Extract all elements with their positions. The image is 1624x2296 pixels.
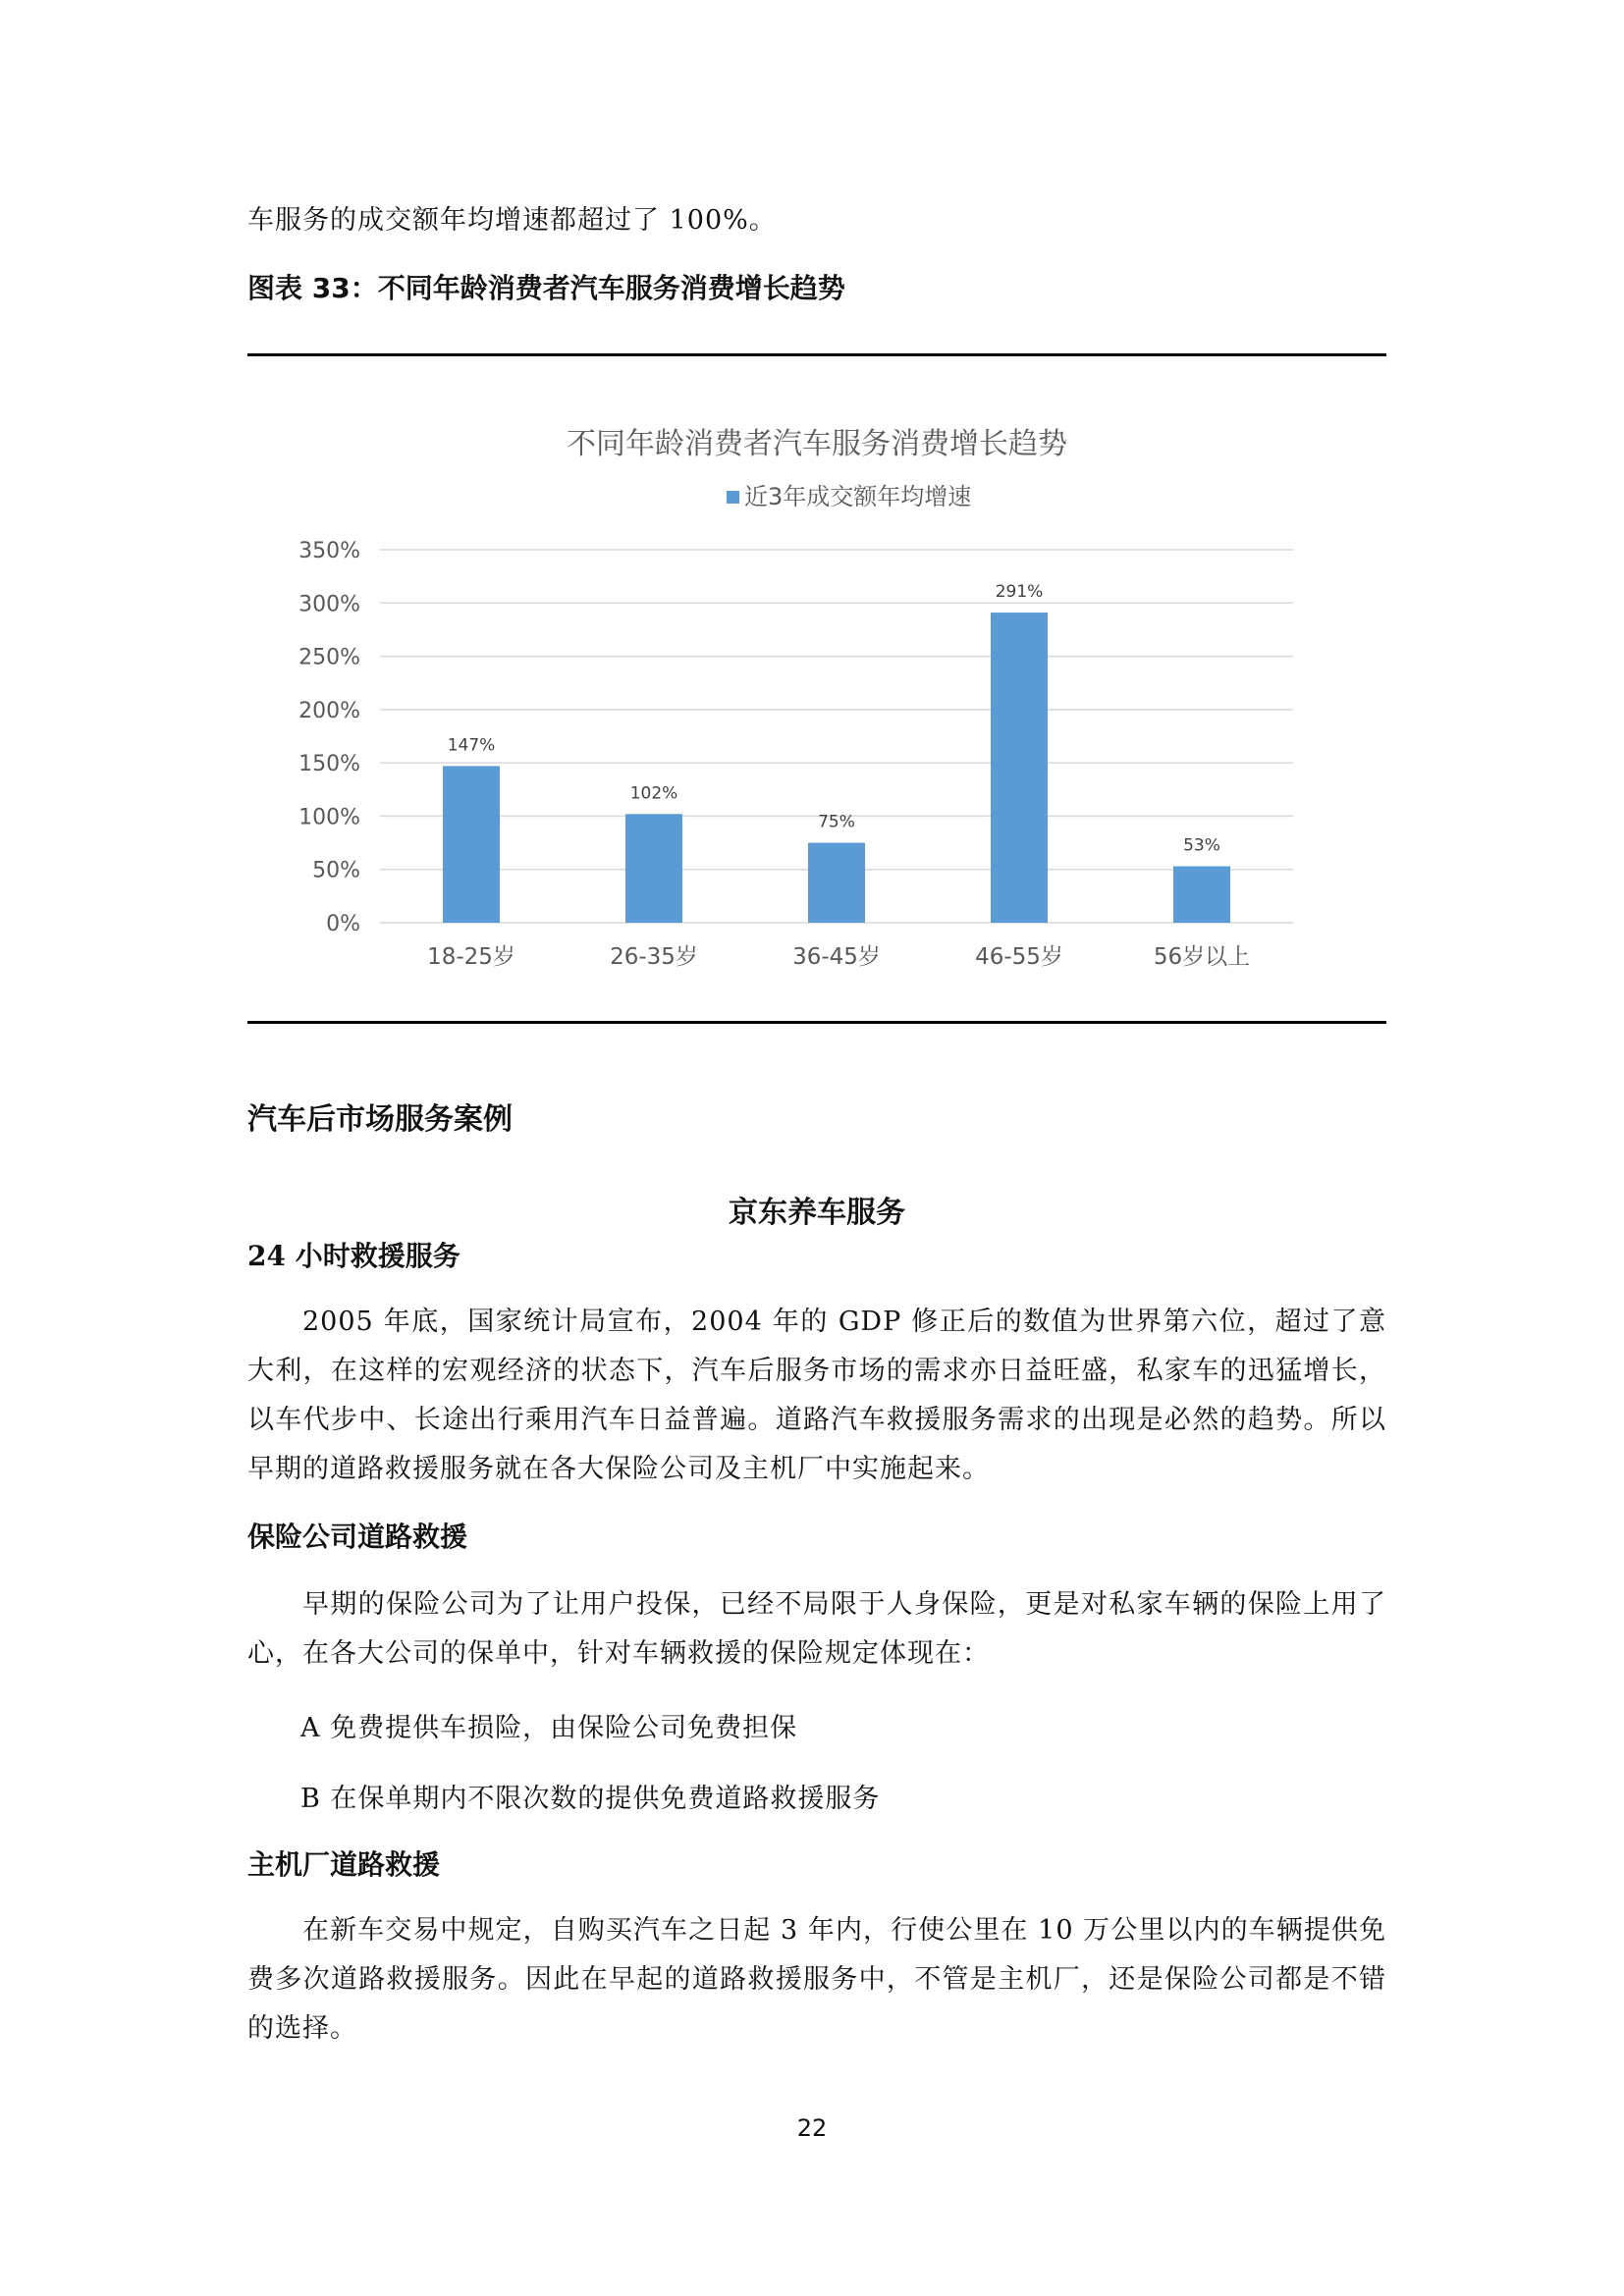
y-tick-label: 250% (298, 645, 360, 670)
bar-3 (991, 613, 1048, 923)
x-tick-label: 56岁以上 (1153, 944, 1251, 970)
chart-title: 不同年龄消费者汽车服务消费增长趋势 (567, 427, 1067, 461)
legend-label: 近3年成交额年均增速 (744, 483, 972, 510)
page-number: 22 (796, 2114, 828, 2142)
bar-2 (808, 843, 865, 923)
data-label: 102% (629, 783, 678, 804)
x-tick-label: 46-55岁 (975, 944, 1063, 970)
data-label: 53% (1183, 835, 1220, 856)
y-tick-label: 0% (326, 912, 360, 936)
x-tick-label: 26-35岁 (610, 944, 698, 970)
x-tick-label: 36-45岁 (792, 944, 881, 970)
figure-caption: 图表 33：不同年龄消费者汽车服务消费增长趋势 (247, 272, 845, 304)
list-item-b: B 在保单期内不限次数的提供免费道路救援服务 (300, 1784, 881, 1814)
data-label: 291% (995, 582, 1044, 603)
subheading-oem-rescue: 主机厂道路救援 (247, 1848, 441, 1881)
bottom-rule (247, 1021, 1386, 1024)
y-tick-label: 300% (298, 592, 360, 617)
bar-1 (625, 814, 682, 923)
case-title: 京东养车服务 (729, 1196, 905, 1230)
y-tick-label: 350% (298, 539, 360, 563)
bar-4 (1173, 866, 1230, 923)
subheading-24h-rescue: 24 小时救援服务 (247, 1240, 460, 1272)
y-tick-label: 200% (298, 698, 360, 723)
y-tick-label: 150% (298, 752, 360, 777)
y-tick-label: 50% (312, 858, 360, 883)
lead-paragraph: 车服务的成交额年均增速都超过了 100%。 (247, 205, 777, 236)
legend-swatch (727, 491, 739, 504)
data-label: 75% (818, 812, 855, 832)
top-rule (247, 353, 1386, 356)
section-title: 汽车后市场服务案例 (247, 1102, 513, 1137)
bar-chart (247, 393, 1386, 1021)
paragraph-24h-rescue: 2005 年底，国家统计局宣布，2004 年的 GDP 修正后的数值为世界第六位，超过了意大利，在这样的宏观经济的状态下，汽车后服务市场的需求亦日益旺盛，私家车的迅猛增长，以车代步中、长途出行乘用汽车日益普遍。道路汽车救援服务需求的出现是必然的趋势。所以早期的道路救援服务就在各大保险公司及主机厂中实施起来。 (247, 1307, 1386, 1484)
list-item-a: A 免费提供车损险，由保险公司免费担保 (300, 1713, 798, 1743)
paragraph-insurance-rescue: 早期的保险公司为了让用户投保，已经不局限于人身保险，更是对私家车辆的保险上用了心，在各大公司的保单中，针对车辆救援的保险规定体现在： (247, 1589, 1386, 1669)
data-label: 147% (447, 735, 496, 756)
x-tick-label: 18-25岁 (427, 944, 515, 970)
subheading-insurance-rescue: 保险公司道路救援 (247, 1521, 468, 1553)
bar-0 (443, 766, 500, 923)
y-tick-label: 100% (298, 805, 360, 830)
paragraph-oem-rescue: 在新车交易中规定，自购买汽车之日起 3 年内，行使公里在 10 万公里以内的车辆提供免费多次道路救援服务。因此在早起的道路救援服务中，不管是主机厂，还是保险公司都是不错的选择。 (247, 1915, 1386, 2044)
